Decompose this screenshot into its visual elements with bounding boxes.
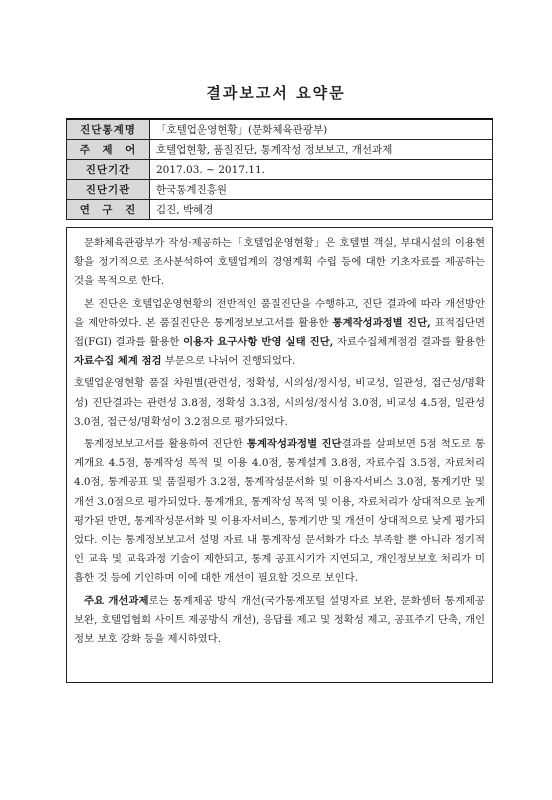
info-value: 「호텔업운영현황」(문화체육관광부) [150, 119, 493, 140]
info-value: 2017.03. ~ 2017.11. [150, 160, 493, 180]
info-row [67, 140, 493, 160]
bold-text: 자료수집 체계 점검 [74, 355, 162, 368]
info-value: 한국통계진흥원 [150, 180, 493, 200]
bold-text: 통계작성과정별 진단 [246, 438, 342, 451]
bold-text: 주요 개선과제 [84, 594, 149, 607]
info-value: 김진, 박혜경 [150, 200, 493, 220]
info-label: 연 구 진 [67, 200, 150, 220]
paragraph-method [74, 295, 485, 372]
paragraph-purpose: 문화체육관광부가 작성·제공하는「호텔업운영현황」은 호텔별 객실, 부대시설의 이용현황을 정기적으로 조사분석하여 호텔업계의 경영계획 수립 등에 대한 기초자료를 제공하는 것을 목적으로 한다. [74, 237, 485, 288]
info-label: 진단통계명 [67, 119, 150, 140]
bold-text: 통계작성과정별 진단, [332, 316, 431, 329]
info-row [67, 119, 493, 140]
page-title: 결과보고서 요약문 [206, 84, 346, 102]
info-value: 호텔업현황, 품질진단, 통계작성 정보보고, 개선과제 [150, 140, 493, 160]
info-label: 진단기간 [67, 160, 150, 180]
info-row [67, 180, 493, 200]
bold-text: 이용자 요구사항 반영 실태 진단, [183, 336, 334, 349]
text: 통계정보보고서를 활용하여 진단한 [84, 438, 247, 451]
info-row [67, 200, 493, 220]
text: 표적집단면접(FGI) 결과를 활용한 [74, 316, 485, 349]
summary-info-table [66, 118, 493, 220]
info-label: 진단기관 [67, 180, 150, 200]
text: 결과를 살펴보면 5점 척도로 통계개요 4.5점, 통계작성 목적 및 이용 4.0점, 통계설계 3.8점, 자료수집 3.5점, 자료처리 4.0점, 통계공표 및 품질평가 3.2점, 통계작성문서화 및 이용자서비스 3.0점, 통계기반 및 개선 3.0점으로 평가되었다. 통계개요, 통계작성 목적 및 이용, 자료처리가 상대적으로 높게 평가된 반면, 통계작성문서화 및 이용자서비스, 통계기반 및 개선이 상대적으로 낮게 평가되었다. 이는 통계정보보고서 설명 자료 내 통계작성 문서화가 다소 부족할 뿐 아니라 정기적인 교육 및 교육과정 기술이 제한되고, 통계 공표시기가 지연되고, 개인정보보호 처리가 미흡한 것 등에 기인하며 이에 대한 개선이 필요할 것으로 보인다. [74, 438, 486, 585]
text: 자료수집체계점검 결과를 활용한 [333, 336, 485, 349]
summary-body [66, 227, 493, 683]
info-label: 주 제 어 [67, 140, 150, 160]
paragraph-improvements [74, 592, 485, 650]
paragraph-quality-scores: 호텔업운영현황 품질 차원별(관련성, 정확성, 시의성/정시성, 비교성, 일관성, 접근성/명확성) 진단결과는 관련성 3.8점, 정확성 3.3점, 시의성/정시성 3.0점, 비교성 4.5점, 일관성 3.0점, 접근성/명확성이 3.2점으로 평가되었다. [74, 377, 485, 428]
info-row [67, 160, 493, 180]
text: 부문으로 나뉘어 진행되었다. [161, 355, 296, 368]
text: 로는 통계제공 방식 개선(국가통계포털 설명자료 보완, 문화셈터 통계제공 보완, 호텔업협회 사이트 제공방식 개선), 응답률 제고 및 정확성 제고, 공표주기 단축, 개인정보 보호 강화 등을 제시하였다. [74, 594, 485, 646]
text: 본 진단은 호텔업운영현황의 전반적인 품질진단을 수행하고, 진단 결과에 따라 개선방안을 제안하였다. 본 품질진단은 통계정보보고서를 활용한 [74, 297, 485, 329]
paragraph-process-results [74, 435, 485, 589]
